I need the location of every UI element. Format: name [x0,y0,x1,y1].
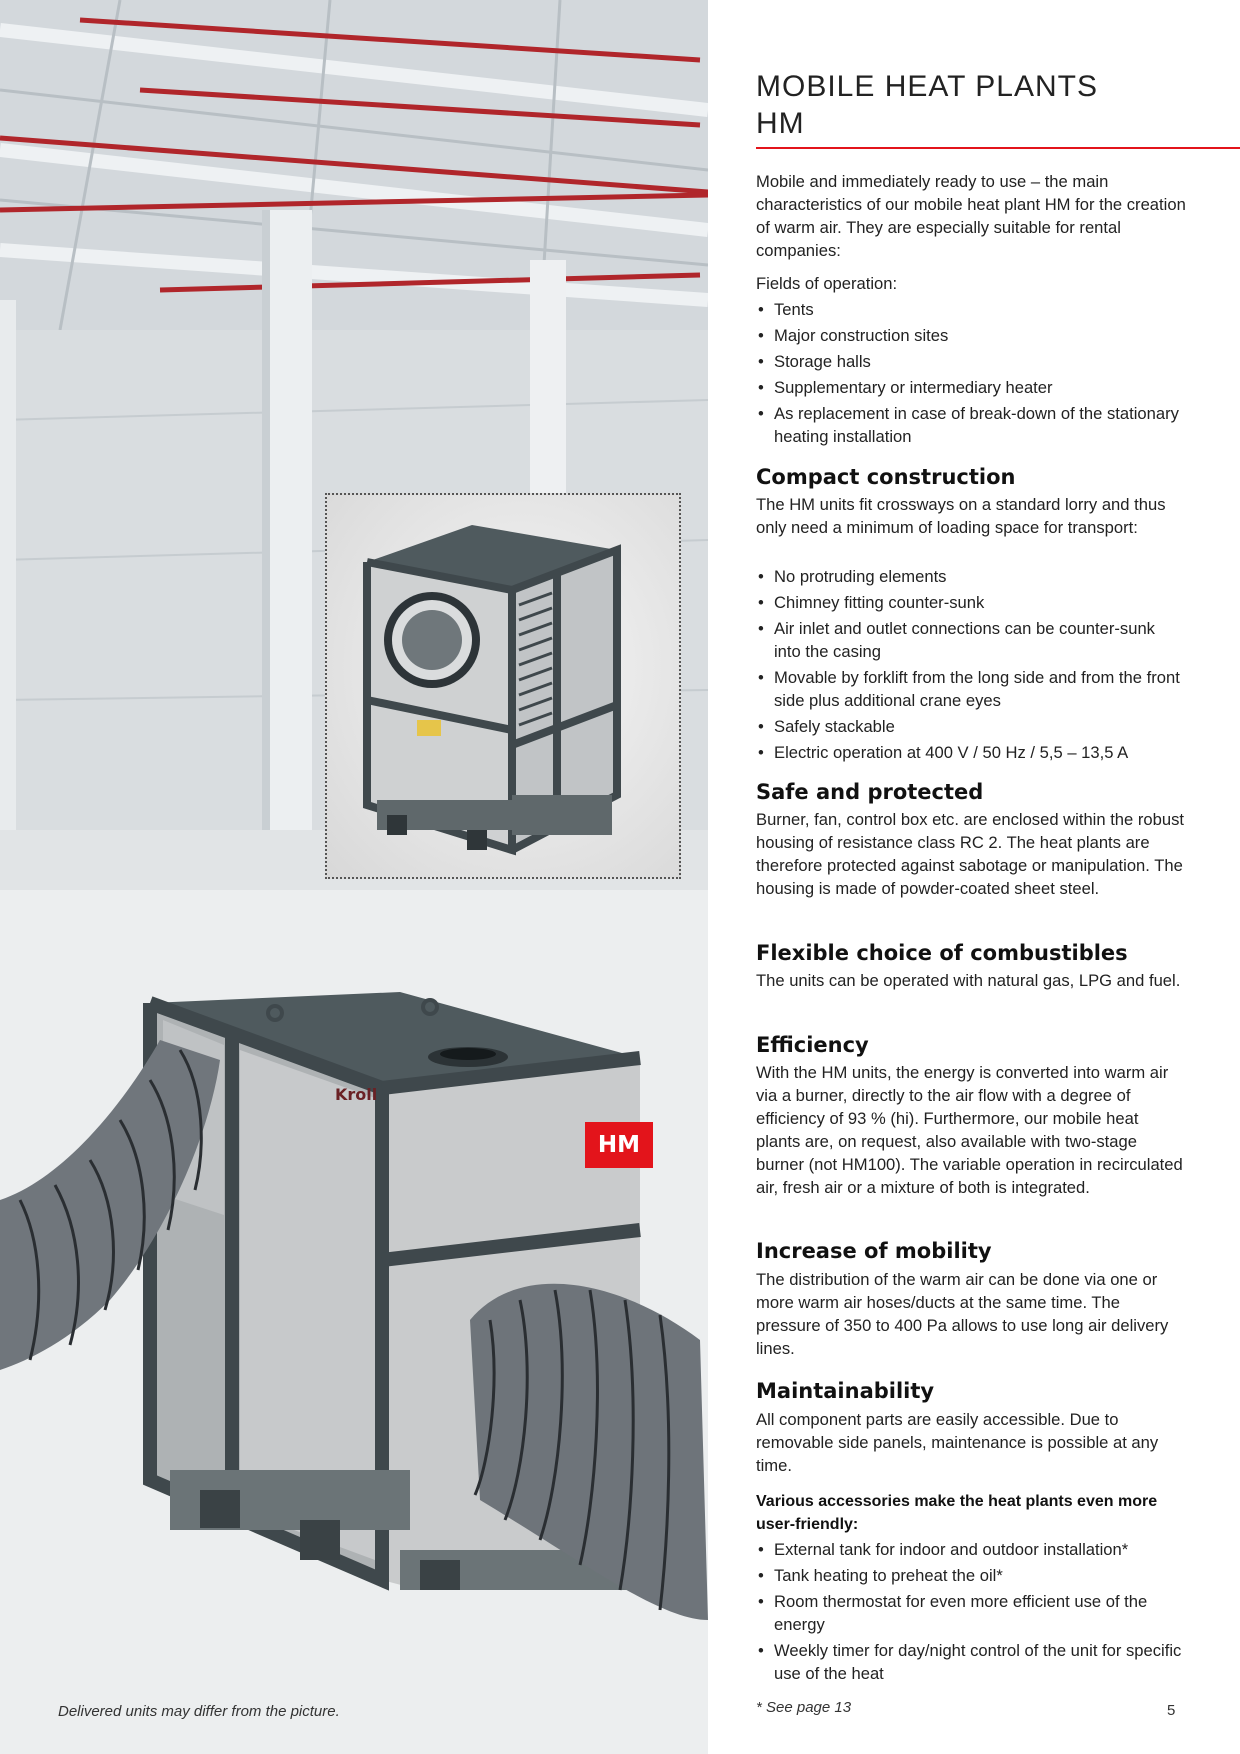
list-item: • Major construction sites [756,324,1186,347]
inset-product-image [325,493,681,879]
page-number: 5 [1167,1702,1176,1719]
list-item: • As replacement in case of break-down of the stationary heating installation [756,402,1186,448]
list-item: • Electric operation at 400 V / 50 Hz / 5,5 – 13,5 A [756,741,1186,764]
efficiency-paragraph: With the HM units, the energy is converted into warm air via a burner, directly to the air flow with a degree of efficiency of 93 % (hi). Furthermore, our mobile heat plants are, on request, also available with two-stage burner (not HM100). The variable operation in recirculated air, fresh air or a mixture of both is integrated. [756,1063,1183,1197]
heading-flexible: Flexible choice of combustibles [756,941,1128,965]
intro-paragraph: Mobile and immediately ready to use – the main characteristics of our mobile heat plant HM for the creation of warm air. They are especially suitable for rental companies: [756,172,1186,260]
footnote: * See page 13 [756,1699,852,1716]
list-item: • Air inlet and outlet connections can be counter-sunk into the casing [756,617,1186,663]
safe-paragraph: Burner, fan, control box etc. are enclosed within the robust housing of resistance class RC 2. The heat plants are therefore protected against sabotage or manipulation. The housing is made of powder-coated sheet steel. [756,810,1184,898]
hm-unit-inset [327,495,679,877]
list-item: • Storage halls [756,350,1186,373]
list-item: • Supplementary or intermediary heater [756,376,1186,399]
title-line-1: MOBILE HEAT PLANTS [756,70,1098,103]
list-item: • External tank for indoor and outdoor installation* [756,1538,1186,1561]
page-title [756,68,1098,142]
heading-safe: Safe and protected [756,780,984,804]
photo-caption: Delivered units may differ from the picture. [58,1703,340,1720]
heading-compact: Compact construction [756,465,1016,489]
fields-label: Fields of operation: [756,274,898,293]
hm-badge: HM [585,1122,653,1168]
heading-maintain: Maintainability [756,1379,935,1403]
maintain-paragraph: All component parts are easily accessible. Due to removable side panels, maintenance is possible at any time. [756,1410,1159,1475]
heading-mobility: Increase of mobility [756,1239,992,1263]
unit-logo: Kroll [335,1085,378,1104]
list-item: • No protruding elements [756,565,1186,588]
list-item: • Safely stackable [756,715,1186,738]
list-item: • Movable by forklift from the long side and from the front side plus additional crane eyes [756,666,1186,712]
flexible-paragraph: The units can be operated with natural gas, LPG and fuel. [756,971,1181,990]
compact-paragraph: The HM units fit crossways on a standard lorry and thus only need a minimum of loading space for transport: [756,495,1166,537]
mobility-paragraph: The distribution of the warm air can be done via one or more warm air hoses/ducts at the same time. The pressure of 350 to 400 Pa allows to use long air delivery lines. [756,1270,1169,1358]
list-item: • Chimney fitting counter-sunk [756,591,1186,614]
compact-list [756,565,1186,767]
list-item: • Tank heating to preheat the oil* [756,1564,1186,1587]
list-item: • Weekly timer for day/night control of the unit for specific use of the heat [756,1639,1186,1685]
heading-efficiency: Efficiency [756,1033,869,1057]
fields-list [756,298,1186,451]
list-item: • Room thermostat for even more efficient use of the energy [756,1590,1186,1636]
accessories-heading: Various accessories make the heat plants even more user-friendly: [756,1493,1158,1533]
title-line-2: HM [756,107,805,140]
list-item: • Tents [756,298,1186,321]
title-rule [756,147,1240,149]
accessories-list [756,1538,1186,1688]
